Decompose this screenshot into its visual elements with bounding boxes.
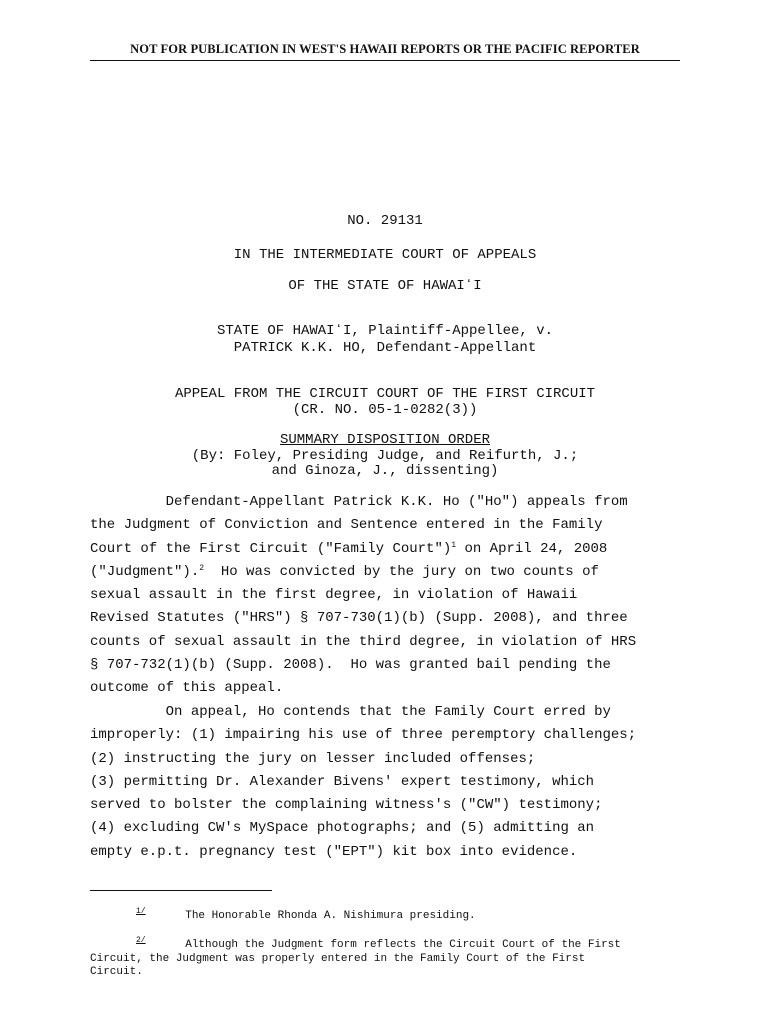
footnote-ref-2[interactable]: 2 [199,563,205,573]
footnote-1 [90,905,690,924]
panel-line2: and Ginoza, J., dissenting) [271,463,499,479]
body-line: § 707-732(1)(b) (Supp. 2008). Ho was granted bail pending the [90,657,611,674]
parties-line2: PATRICK K.K. HO, Defendant-Appellant [233,340,537,356]
body-line: Revised Statutes ("HRS") § 707-730(1)(b) (Supp. 2008), and three [90,610,628,627]
body-line: Court of the First Circuit ("Family Court") [90,540,452,557]
footnote-text: Although the Judgment form reflects the Circuit Court of the First [145,939,621,951]
body-line: (4) excluding CW's MySpace photographs; and (5) admitting an [90,820,595,837]
body-line: On appeal, Ho contends that the Family Court erred by [90,704,611,720]
footnote-text: Circuit. [90,966,143,978]
body-line: Ho was convicted by the jury on two counts of [204,563,599,580]
body-line: (2) instructing the jury on lesser included offenses; [90,750,536,767]
body-line: counts of sexual assault in the third degree, in violation of HRS [90,633,637,650]
parties-line1: STATE OF HAWAIʻI, Plaintiff-Appellee, v. [216,323,554,339]
body-line: improperly: (1) impairing his use of three peremptory challenges; [90,727,637,744]
footnote-text: Circuit, the Judgment was properly entered in the Family Court of the First [90,952,586,965]
footnote-mark-2: 2/ [136,936,146,945]
order-title: SUMMARY DISPOSITION ORDER [279,432,491,448]
footnote-rule [90,890,272,891]
footnote-text: The Honorable Rhonda A. Nishimura presiding. [145,910,476,922]
body-line: served to bolster the complaining witness's ("CW") testimony; [90,797,603,814]
publication-header: NOT FOR PUBLICATION IN WEST'S HAWAII REPORTS OR THE PACIFIC REPORTER [130,42,640,56]
court-name-line1: IN THE INTERMEDIATE COURT OF APPEALS [233,247,537,263]
footnote-mark-1: 1/ [136,907,146,916]
case-number: NO. 29131 [347,213,423,229]
appeal-from-line2: (CR. NO. 05-1-0282(3)) [292,402,478,418]
body-line: outcome of this appeal. [90,680,284,697]
panel-line1: (By: Foley, Presiding Judge, and Reifurth, J.; [191,448,579,464]
header-rule [90,60,680,61]
body-line: sexual assault in the first degree, in violation of Hawaii [90,587,578,604]
body-paragraph-2 [90,701,690,864]
body-line: the Judgment of Conviction and Sentence entered in the Family [90,517,603,534]
body-line: on April 24, 2008 [456,540,608,557]
body-line: empty e.p.t. pregnancy test ("EPT") kit box into evidence. [90,843,578,860]
body-line: (3) permitting Dr. Alexander Bivens' expert testimony, which [90,773,595,790]
body-paragraph-1 [90,491,690,701]
body-line: Defendant-Appellant Patrick K.K. Ho ("Ho") appeals from [90,494,628,510]
appeal-from-line1: APPEAL FROM THE CIRCUIT COURT OF THE FIRST CIRCUIT [174,386,596,402]
court-name-line2: OF THE STATE OF HAWAIʻI [288,278,482,294]
body-line: ("Judgment"). [90,563,200,580]
footnote-ref-1[interactable]: 1 [451,540,457,550]
footnote-2 [90,934,690,980]
